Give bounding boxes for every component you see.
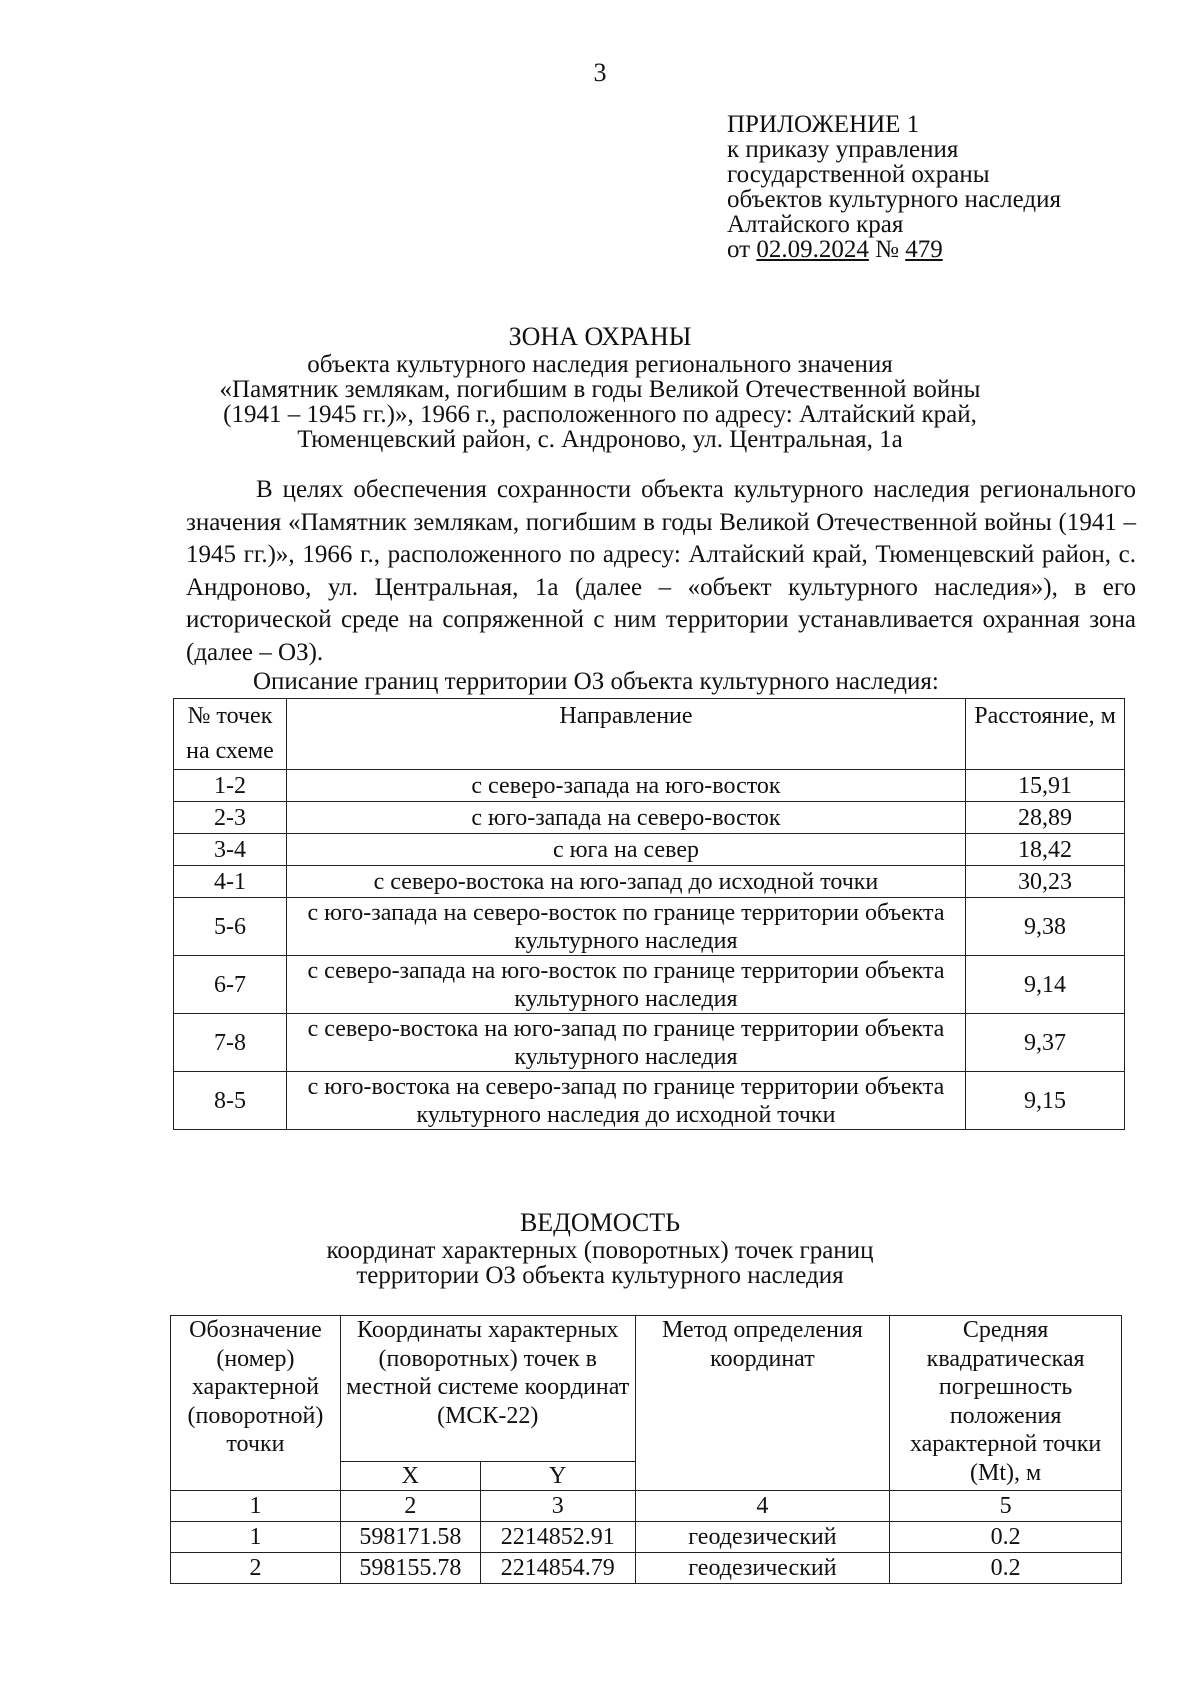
row-x: 598155.78	[340, 1553, 480, 1584]
column-number: 1	[171, 1491, 341, 1522]
date-prefix: от	[727, 236, 757, 263]
row-error: 0.2	[890, 1522, 1122, 1553]
row-points: 4-1	[174, 866, 287, 898]
title-line: Тюменцевский район, с. Андроново, ул. Центральная, 1а	[297, 426, 903, 453]
row-distance: 18,42	[966, 834, 1125, 866]
row-points: 6-7	[174, 956, 287, 1014]
row-direction: с юга на север	[286, 834, 965, 866]
header-error: Средняя квадратическая погрешность положения характерной точки (Mt), м	[890, 1316, 1122, 1491]
row-points: 3-4	[174, 834, 287, 866]
row-direction: с северо-востока на юго-запад по границе территории объекта культурного наследия	[286, 1014, 965, 1072]
header-x: X	[340, 1462, 480, 1491]
row-point-id: 2	[171, 1553, 341, 1584]
column-number: 2	[340, 1491, 480, 1522]
body-paragraph: В целях обеспечения сохранности объекта культурного наследия регионального значения «Памятник землякам, погибшим в годы Великой Отечественной войны (1941 – 1945 гг.)», 1966 г., расположенного по адресу: Алтайский край, Тюменцевский район, с. Андроново, ул. Центральная, 1а (далее – «объект культурного наследия»), в его исторической среде на сопряженной с ним территории устанавливается охранная зона (далее – ОЗ).	[186, 476, 1136, 666]
title-line: (1941 – 1945 гг.)», 1966 г., расположенного по адресу: Алтайский край,	[223, 401, 977, 428]
table-row	[174, 770, 1125, 802]
order-date-line	[727, 237, 1061, 262]
table-row	[171, 1522, 1122, 1553]
coordinates-table	[170, 1315, 1122, 1584]
row-direction: с юго-востока на северо-запад по границе территории объекта культурного наследия до исходной точки	[286, 1072, 965, 1130]
header-coordinates: Координаты характерных (поворотных) точек в местной системе координат (МСК-22)	[340, 1316, 635, 1462]
row-error: 0.2	[890, 1553, 1122, 1584]
row-distance: 15,91	[966, 770, 1125, 802]
table-row	[174, 1014, 1125, 1072]
row-y: 2214854.79	[480, 1553, 635, 1584]
table-row	[174, 802, 1125, 834]
page-number: 3	[593, 58, 607, 87]
title-line: объекта культурного наследия регионального значения	[307, 351, 893, 378]
column-number: 5	[890, 1491, 1122, 1522]
appendix-title: ПРИЛОЖЕНИЕ 1	[727, 111, 920, 138]
row-point-id: 1	[171, 1522, 341, 1553]
row-distance: 9,14	[966, 956, 1125, 1014]
column-number: 4	[635, 1491, 890, 1522]
vedomost-title-block	[0, 1208, 1200, 1288]
appendix-line: объектов культурного наследия	[727, 186, 1061, 213]
row-distance: 9,15	[966, 1072, 1125, 1130]
row-x: 598171.58	[340, 1522, 480, 1553]
title-line: «Памятник землякам, погибшим в годы Великой Отечественной войны	[219, 376, 981, 403]
table-row	[174, 834, 1125, 866]
row-direction: с северо-запада на юго-восток по границе территории объекта культурного наследия	[286, 956, 965, 1014]
header-point-id: Обозначение (номер) характерной (поворотной) точки	[171, 1316, 341, 1491]
header-method: Метод определения координат	[635, 1316, 890, 1491]
table-row	[174, 866, 1125, 898]
row-distance: 9,38	[966, 898, 1125, 956]
table1-caption: Описание границ территории ОЗ объекта культурного наследия:	[253, 668, 939, 695]
document-title: ЗОНА ОХРАНЫ	[508, 322, 692, 351]
table-header-row	[171, 1316, 1122, 1462]
row-points: 7-8	[174, 1014, 287, 1072]
table-row	[174, 898, 1125, 956]
row-points: 8-5	[174, 1072, 287, 1130]
row-direction: с юго-запада на северо-восток	[286, 802, 965, 834]
row-direction: с юго-запада на северо-восток по границе территории объекта культурного наследия	[286, 898, 965, 956]
appendix-line: к приказу управления	[727, 136, 959, 163]
boundary-table	[173, 698, 1125, 1130]
order-number: 479	[905, 236, 943, 263]
appendix-line: государственной охраны	[727, 161, 990, 188]
column-numbers-row	[171, 1491, 1122, 1522]
vedomost-line: координат характерных (поворотных) точек границ	[326, 1237, 874, 1264]
row-direction: с северо-запада на юго-восток	[286, 770, 965, 802]
header-distance: Расстояние, м	[966, 699, 1125, 770]
appendix-block	[727, 112, 1061, 262]
table-header-row	[174, 699, 1125, 770]
body-paragraph-block	[186, 474, 1136, 669]
row-points: 1-2	[174, 770, 287, 802]
column-number: 3	[480, 1491, 635, 1522]
document-title-block	[0, 322, 1200, 452]
vedomost-title: ВЕДОМОСТЬ	[519, 1208, 681, 1237]
row-y: 2214852.91	[480, 1522, 635, 1553]
row-distance: 9,37	[966, 1014, 1125, 1072]
table-row	[171, 1553, 1122, 1584]
row-points: 5-6	[174, 898, 287, 956]
row-direction: с северо-востока на юго-запад до исходной точки	[286, 866, 965, 898]
row-points: 2-3	[174, 802, 287, 834]
appendix-line: Алтайского края	[727, 211, 904, 238]
order-date: 02.09.2024	[756, 236, 869, 263]
row-distance: 30,23	[966, 866, 1125, 898]
row-distance: 28,89	[966, 802, 1125, 834]
row-method: геодезический	[635, 1553, 890, 1584]
header-points: № точек на схеме	[174, 699, 287, 770]
row-method: геодезический	[635, 1522, 890, 1553]
table-row	[174, 1072, 1125, 1130]
vedomost-line: территории ОЗ объекта культурного наследия	[356, 1262, 844, 1289]
number-prefix: №	[868, 236, 906, 263]
table-row	[174, 956, 1125, 1014]
header-direction: Направление	[286, 699, 965, 770]
header-y: Y	[480, 1462, 635, 1491]
